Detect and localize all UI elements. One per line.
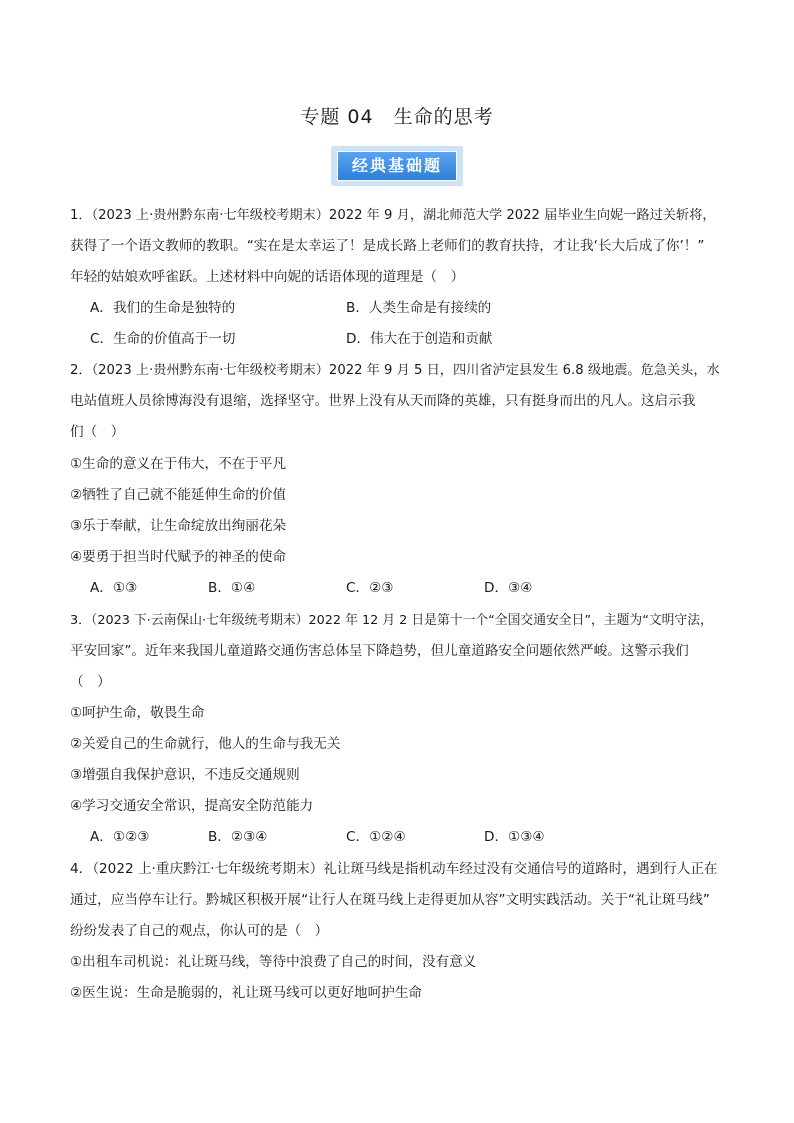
q2-option-a: A．①③ (90, 580, 138, 596)
q1-option-b: B．人类生命是有接续的 (346, 300, 492, 316)
banner-label: 经典基础题 (337, 151, 457, 181)
q3-statement-1: ①呵护生命，敬畏生命 (70, 705, 205, 721)
q3-option-b: B．②③④ (208, 829, 268, 845)
q4-statement-1: ①出租车司机说：礼让斑马线，等待中浪费了自己的时间，没有意义 (70, 954, 477, 970)
q2-statement-2: ②牺牲了自己就不能延伸生命的价值 (70, 487, 287, 503)
q4-stem-line-3: 纷纷发表了自己的观点，你认可的是（ ） (70, 923, 329, 939)
q3-option-c: C．①②④ (346, 829, 406, 845)
q2-statement-4: ④要勇于担当时代赋予的神圣的使命 (70, 549, 287, 565)
q2-option-c: C．②③ (346, 580, 394, 596)
q3-statement-3: ③增强自我保护意识，不违反交通规则 (70, 767, 300, 783)
q3-stem-line-3: （ ） (70, 674, 111, 690)
q2-statement-1: ①生命的意义在于伟大，不在于平凡 (70, 456, 287, 472)
q1-option-c: C．生命的价值高于一切 (90, 331, 236, 347)
q3-option-a: A．①②③ (90, 829, 150, 845)
q3-statement-2: ②关爱自己的生命就行，他人的生命与我无关 (70, 736, 341, 752)
q2-option-b: B．①④ (208, 580, 256, 596)
q1-stem-line-3: 年轻的姑娘欢呼雀跃。上述材料中向妮的话语体现的道理是（ ） (70, 269, 465, 285)
q1-option-d: D．伟大在于创造和贡献 (346, 331, 493, 347)
q1-stem-line-1: 1．（2023 上·贵州黔东南·七年级校考期末）2022 年 9 月，湖北师范大学 2022 届毕业生向妮一路过关斩将， (70, 208, 716, 223)
q2-stem-line-2: 电站值班人员徐博海没有退缩，选择坚守。世界上没有从天而降的英雄，只有挺身而出的凡人。这启示我 (70, 393, 696, 409)
q1-stem-line-2: 获得了一个语文教师的教职。“实在是太幸运了！是成长路上老师们的教育扶持，才让我‘长大后成了你’！” (70, 238, 705, 254)
q2-statement-3: ③乐于奉献，让生命绽放出绚丽花朵 (70, 518, 287, 534)
q3-statement-4: ④学习交通安全常识，提高安全防范能力 (70, 798, 314, 814)
q4-stem-line-1: 4．（2022 上·重庆黔江·七年级统考期末）礼让斑马线是指机动车经过没有交通信号的道路时，遇到行人正在 (70, 861, 718, 877)
q2-stem-line-1: 2．（2023 上·贵州黔东南·七年级校考期末）2022 年 9 月 5 日，四川省泸定县发生 6.8 级地震。危急关头，水 (70, 363, 720, 378)
q4-statement-2: ②医生说：生命是脆弱的，礼让斑马线可以更好地呵护生命 (70, 985, 423, 1001)
q3-stem-line-1: 3．（2023 下·云南保山·七年级统考期末）2022 年 12 月 2 日是第十一个“全国交通安全日”，主题为“文明守法， (70, 613, 713, 628)
q3-option-d: D．①③④ (484, 829, 545, 845)
q2-stem-line-3: 们（ ） (70, 424, 125, 440)
page-title: 专题 04 生命的思考 (300, 106, 494, 128)
q2-option-d: D．③④ (484, 580, 533, 596)
q3-stem-line-2: 平安回家”。近年来我国儿童道路交通伤害总体呈下降趋势，但儿童道路安全问题依然严峻。这警示我们 (70, 643, 689, 659)
q1-option-a: A．我们的生命是独特的 (90, 300, 236, 316)
q4-stem-line-2: 通过，应当停车让行。黔城区积极开展“让行人在斑马线上走得更加从容”文明实践活动。关于“礼让斑马线” (70, 892, 710, 908)
section-banner (331, 146, 463, 186)
